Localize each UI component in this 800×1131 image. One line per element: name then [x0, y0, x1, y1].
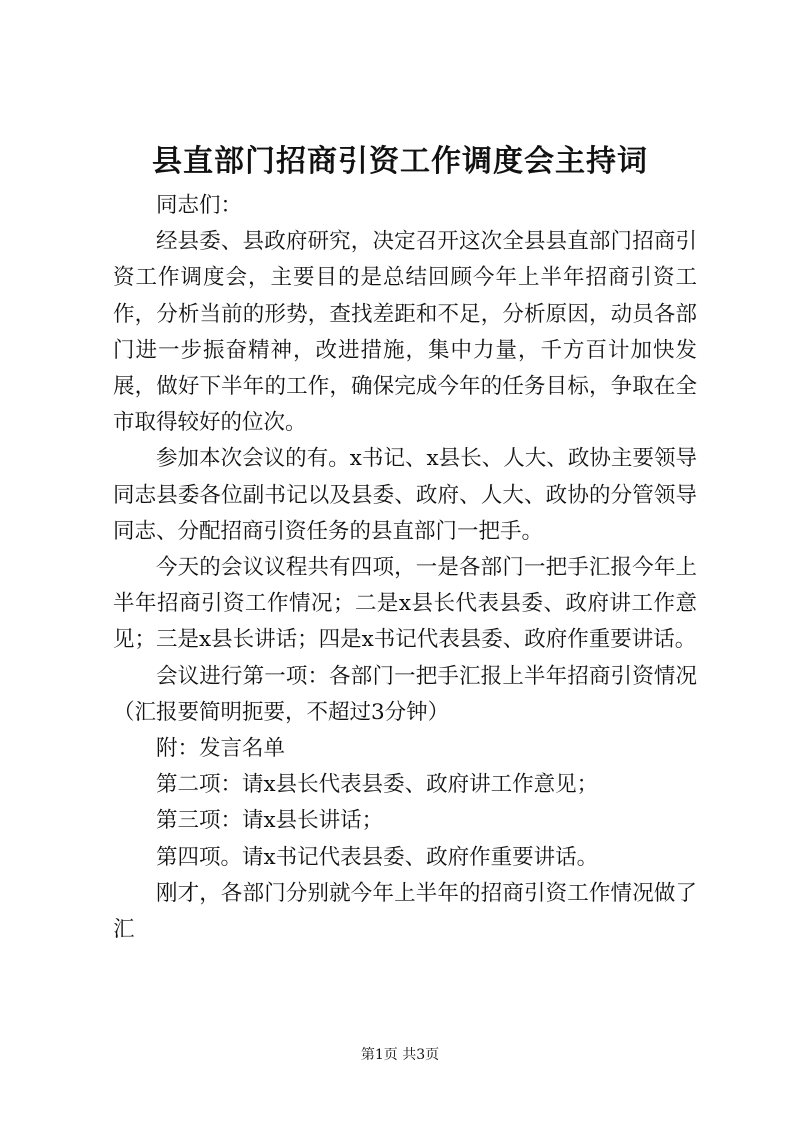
- page-number: 第1页 共3页: [360, 1047, 440, 1063]
- paragraph-item-three: 第三项：请x县长讲话；: [156, 808, 384, 834]
- paragraph-item-four: 第四项。请x书记代表县委、政府作重要讲话。: [156, 844, 599, 870]
- paragraph-attendees: 参加本次会议的有。x书记、x县长、人大、政协主要领导同志县委各位副书记以及县委、政府、人大、政协的分管领导同志、分配招商引资任务的县直部门一把手。: [113, 446, 697, 544]
- paragraph-salutation: 同志们：: [156, 193, 243, 218]
- paragraph-purpose: 经县委、县政府研究，决定召开这次全县县直部门招商引资工作调度会，主要目的是总结回顾今年上半年招商引资工作，分析当前的形势，查找差距和不足，分析原因，动员各部门进一步振奋精神，改进措施，集中力量，千方百计加快发展，做好下半年的工作，确保完成今年的任务目标，争取在全市取得较好的位次。: [113, 229, 697, 436]
- document-title: 县直部门招商引资工作调度会主持词: [152, 144, 648, 179]
- paragraph-speaker-list: 附：发言名单: [156, 736, 286, 762]
- document-body: [113, 188, 697, 948]
- paragraph-agenda: 今天的会议议程共有四项，一是各部门一把手汇报今年上半年招商引资工作情况；二是x县长代表县委、政府讲工作意见；三是x县长讲话；四是x书记代表县委、政府作重要讲话。: [113, 555, 697, 653]
- paragraph-item-two: 第二项：请x县长代表县委、政府讲工作意见；: [156, 772, 599, 798]
- paragraph-item-one: 会议进行第一项：各部门一把手汇报上半年招商引资情况（汇报要简明扼要，不超过3分钟）: [113, 663, 697, 725]
- paragraph-closing: 刚才，各部门分别就今年上半年的招商引资工作情况做了汇: [113, 880, 697, 943]
